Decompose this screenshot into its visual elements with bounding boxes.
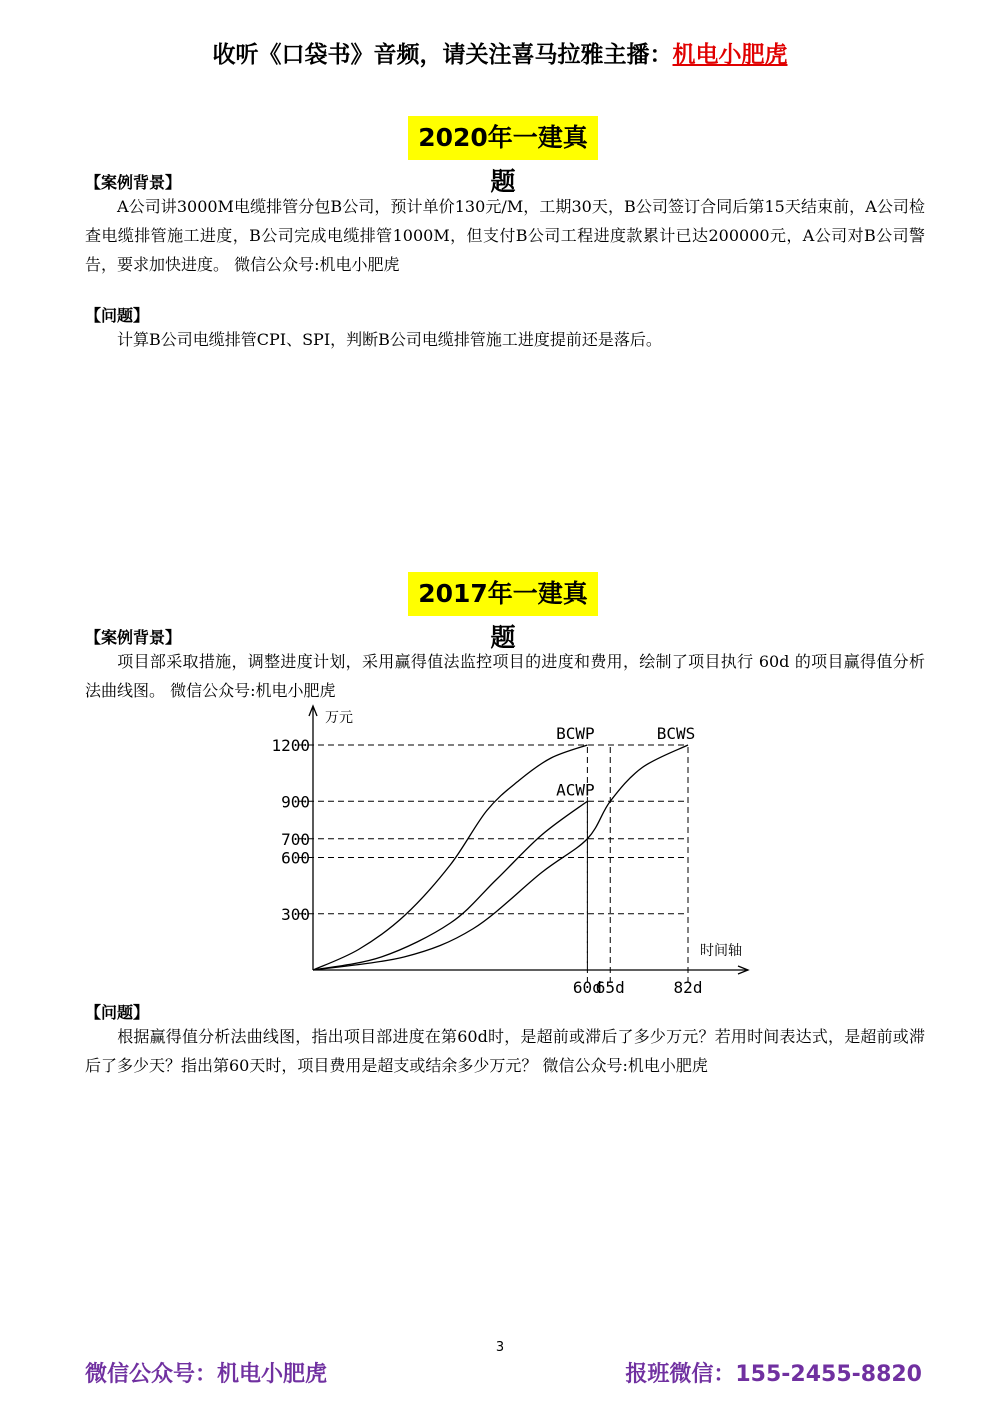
section-title-2020: 2020年一建真题	[408, 116, 598, 160]
question-label-2020: 【问题】	[85, 306, 150, 325]
footer-wechat-account: 微信公众号：机电小肥虎	[85, 1362, 328, 1387]
background-label-2020: 【案例背景】	[85, 173, 182, 192]
chart-grid	[298, 745, 688, 982]
host-link[interactable]: 机电小肥虎	[672, 42, 788, 68]
series-label-bcws: BCWS	[656, 724, 696, 743]
series-line-acwp	[313, 801, 587, 970]
x-axis-label: 时间轴	[700, 943, 742, 959]
y-tick-label: 900	[281, 792, 310, 812]
background-text-2020: A公司讲3000M电缆排管分包B公司，预计单价130元/M，工期30天，B公司签订合同后第15天结束前，A公司检查电缆排管施工进度，B公司完成电缆排管1000M，但支付B公司工程进度款累计已达200000元，A公司对B公司警告，要求加快进度。 微信公众号:机电小肥虎	[85, 197, 925, 274]
x-tick-label: 60d	[572, 978, 602, 997]
question-text-2020: 计算B公司电缆排管CPI、SPI，判断B公司电缆排管施工进度提前还是落后。	[117, 330, 662, 349]
page-header	[0, 36, 1000, 69]
question-text-2017: 根据赢得值分析法曲线图，指出项目部进度在第60d时，是超前或滞后了多少万元？若用时间表达式，是超前或滞后了多少天？指出第60天时，项目费用是超支或结余多少万元？ 微信公众号:机电小肥虎	[85, 1027, 925, 1075]
section-title-2017: 2017年一建真题	[408, 572, 598, 616]
y-tick-label: 700	[281, 829, 310, 849]
chart-axes	[309, 706, 748, 974]
y-tick-label: 1200	[271, 736, 310, 755]
header-prefix: 收听《口袋书》音频，请关注喜马拉雅主播：	[212, 42, 673, 68]
y-tick-label: 600	[281, 848, 310, 868]
background-text-2017: 项目部采取措施，调整进度计划，采用赢得值法监控项目的进度和费用，绘制了项目执行 60d 的项目赢得值分析法曲线图。 微信公众号:机电小肥虎	[85, 652, 925, 700]
footer-signup-wechat: 报班微信：155-2455-8820	[625, 1362, 922, 1387]
x-tick-label: 65d	[595, 978, 625, 997]
background-label-2017: 【案例背景】	[85, 628, 182, 647]
series-label-acwp: ACWP	[556, 780, 595, 800]
earned-value-chart	[260, 700, 760, 1000]
page-number: 3	[495, 1340, 505, 1355]
series-label-bcwp: BCWP	[556, 724, 595, 743]
y-tick-label: 300	[281, 904, 310, 924]
x-tick-label: 82d	[673, 978, 703, 997]
question-label-2017: 【问题】	[85, 1003, 150, 1022]
y-axis-label: 万元	[325, 710, 353, 726]
